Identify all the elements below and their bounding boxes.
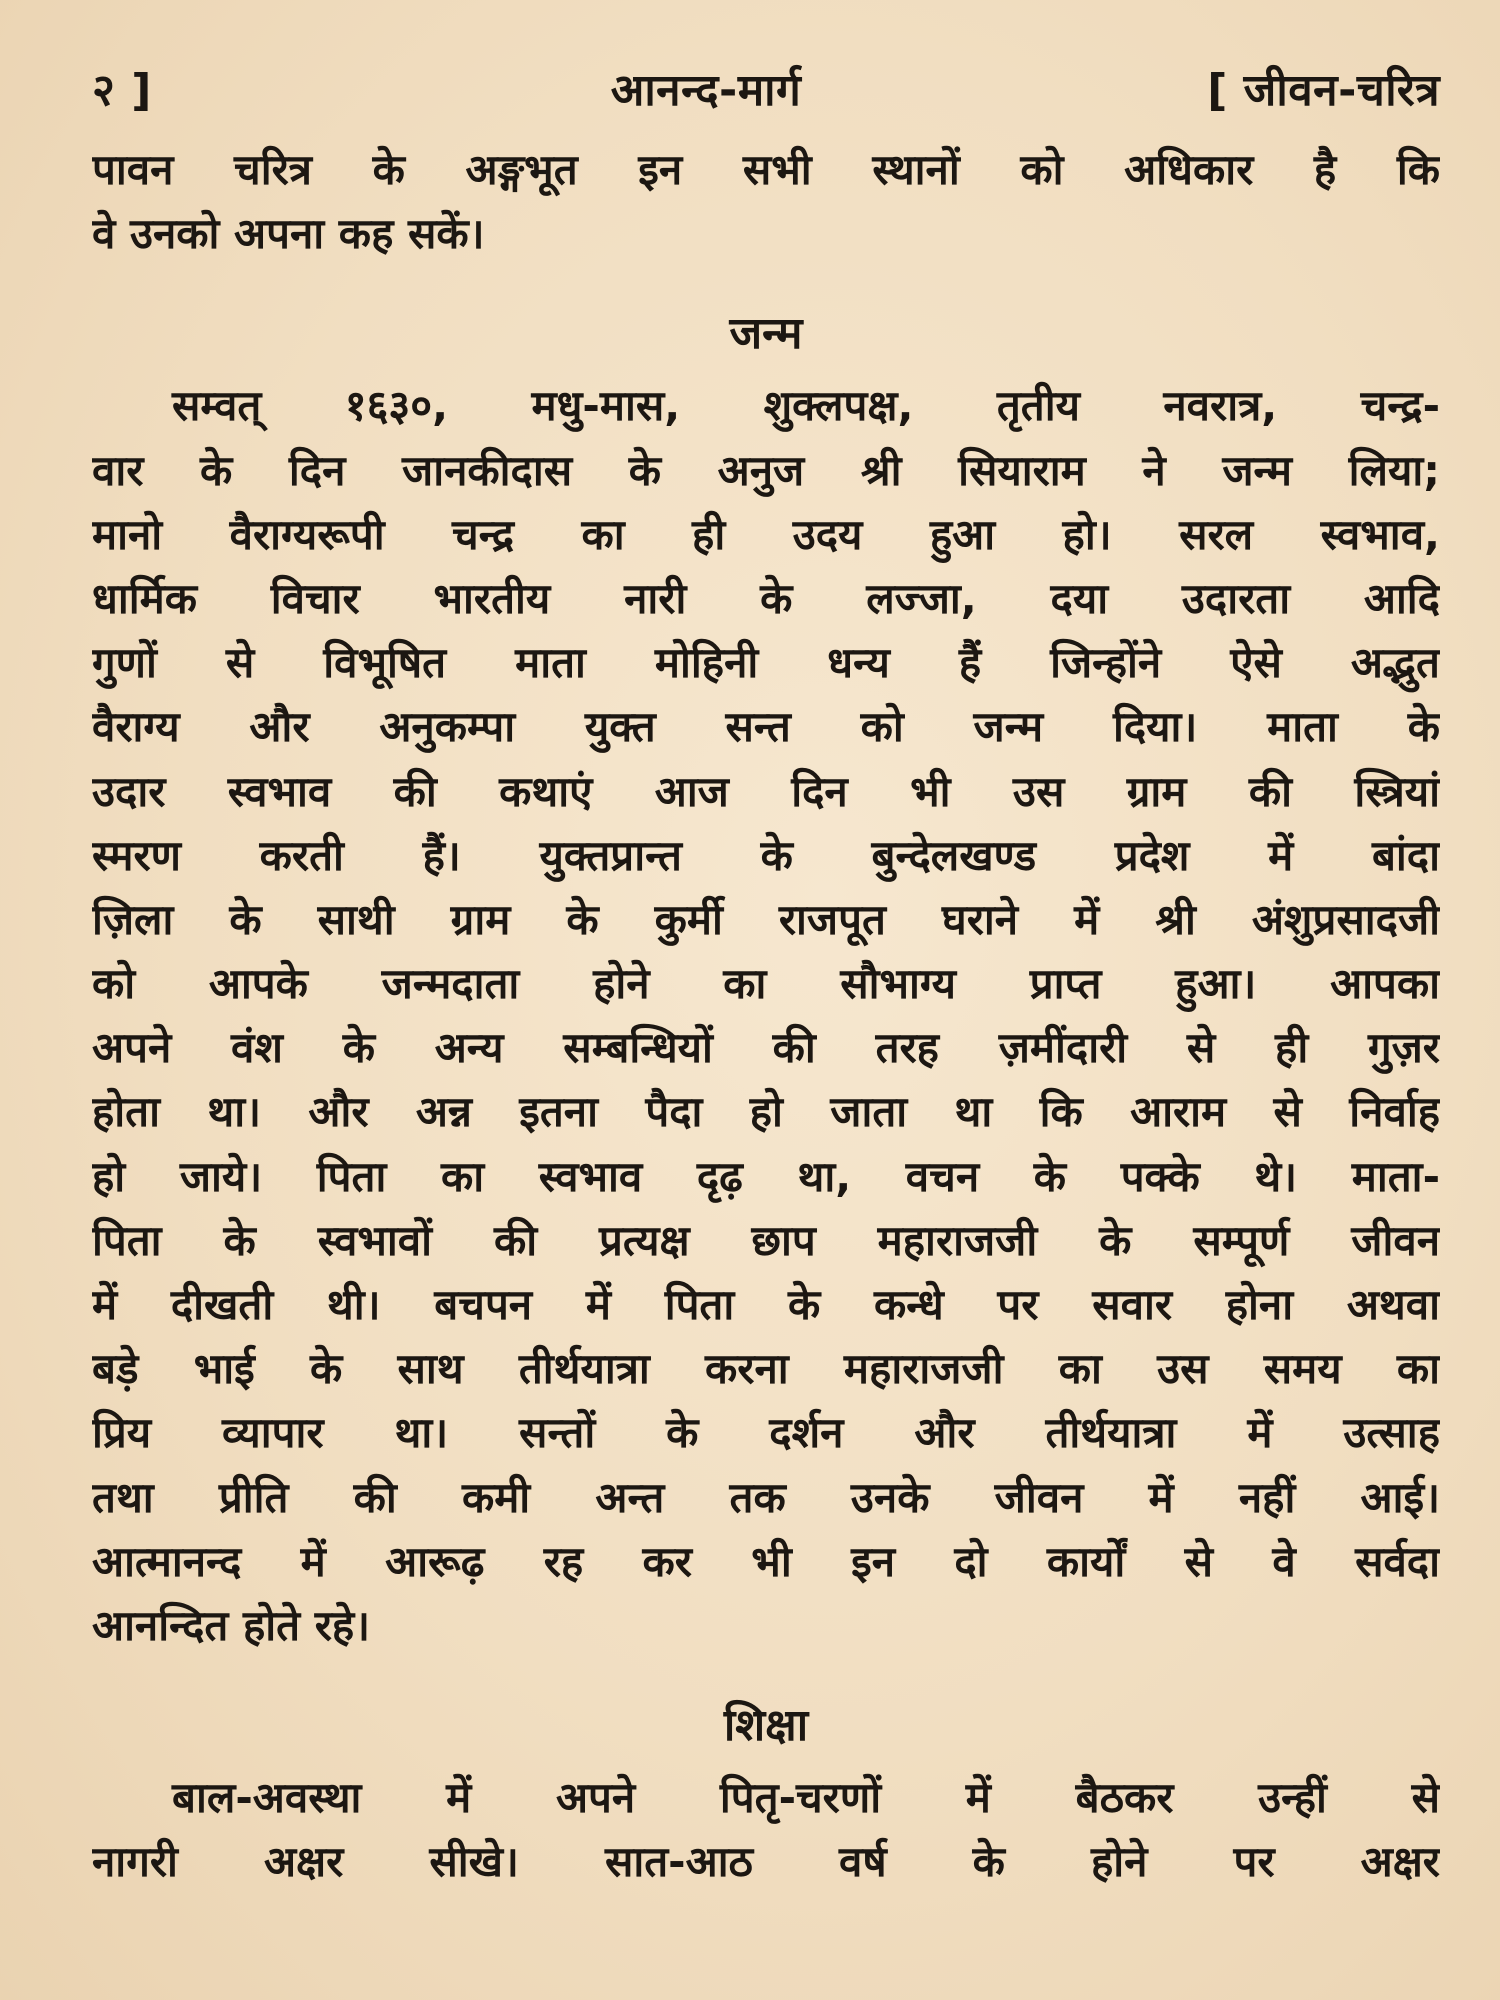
text-line: आनन्दित होते रहे। [92,1600,371,1650]
section-title: [ जीवन-चरित्र [1207,65,1440,116]
page-number: २ ] [92,65,152,116]
book-title: आनन्द-मार्ग [610,65,802,116]
text-line: गुणों से विभूषित माता मोहिनी धन्य हैं जिन्होंने ऐसे अद्भुत [92,638,1440,688]
intro-paragraph [92,138,1440,266]
text-line: वैराग्य और अनुकम्पा युक्त सन्त को जन्म दिया। माता के [92,702,1440,752]
text-line: को आपके जन्मदाता होने का सौभाग्य प्राप्त हुआ। आपका [92,959,1440,1009]
text-line: मानो वैराग्यरूपी चन्द्र का ही उदय हुआ हो। सरल स्वभाव, [92,509,1440,559]
janm-paragraph [92,374,1440,1658]
text-line: वार के दिन जानकीदास के अनुज श्री सियाराम ने जन्म लिया; [92,445,1440,495]
text-line: बड़े भाई के साथ तीर्थयात्रा करना महाराजजी का उस समय का [92,1344,1440,1394]
text-line: पिता के स्वभावों की प्रत्यक्ष छाप महाराजजी के सम्पूर्ण जीवन [92,1215,1440,1265]
text-line: उदार स्वभाव की कथाएं आज दिन भी उस ग्राम की स्त्रियां [92,766,1440,816]
text-line: वे उनको अपना कह सकें। [92,209,485,259]
text-line: ज़िला के साथी ग्राम के कुर्मी राजपूत घराने में श्री अंशुप्रसादजी [92,894,1440,944]
section-heading-shiksha: शिक्षा [723,1700,809,1752]
section-heading-janm: जन्म [729,308,803,360]
shiksha-paragraph [92,1766,1440,1894]
text-line: पावन चरित्र के अङ्गभूत इन सभी स्थानों को अधिकार है कि [92,145,1440,194]
text-line: बाल-अवस्था में अपने पितृ-चरणों में बैठकर उन्हीं से [172,1773,1440,1823]
text-line: हो जाये। पिता का स्वभाव दृढ़ था, वचन के पक्के थे। माता- [92,1151,1440,1201]
text-line: धार्मिक विचार भारतीय नारी के लज्जा, दया उदारता आदि [92,573,1440,623]
text-line: सम्वत् १६३०, मधु-मास, शुक्लपक्ष, तृतीय नवरात्र, चन्द्र- [172,381,1440,431]
running-header [92,52,1440,124]
text-line: होता था। और अन्न इतना पैदा हो जाता था कि आराम से निर्वाह [92,1087,1440,1137]
text-line: स्मरण करती हैं। युक्तप्रान्त के बुन्देलखण्ड प्रदेश में बांदा [92,830,1440,880]
text-line: प्रिय व्यापार था। सन्तों के दर्शन और तीर्थयात्रा में उत्साह [92,1408,1440,1458]
text-line: में दीखती थी। बचपन में पिता के कन्धे पर सवार होना अथवा [92,1280,1440,1329]
text-line: आत्मानन्द में आरूढ़ रह कर भी इन दो कार्यों से वे सर्वदा [92,1536,1440,1586]
text-line: नागरी अक्षर सीखे। सात-आठ वर्ष के होने पर अक्षर [92,1837,1440,1887]
text-line: अपने वंश के अन्य सम्बन्धियों की तरह ज़मींदारी से ही गुज़र [92,1023,1440,1073]
text-line: तथा प्रीति की कमी अन्त तक उनके जीवन में नहीं आई। [92,1472,1440,1522]
